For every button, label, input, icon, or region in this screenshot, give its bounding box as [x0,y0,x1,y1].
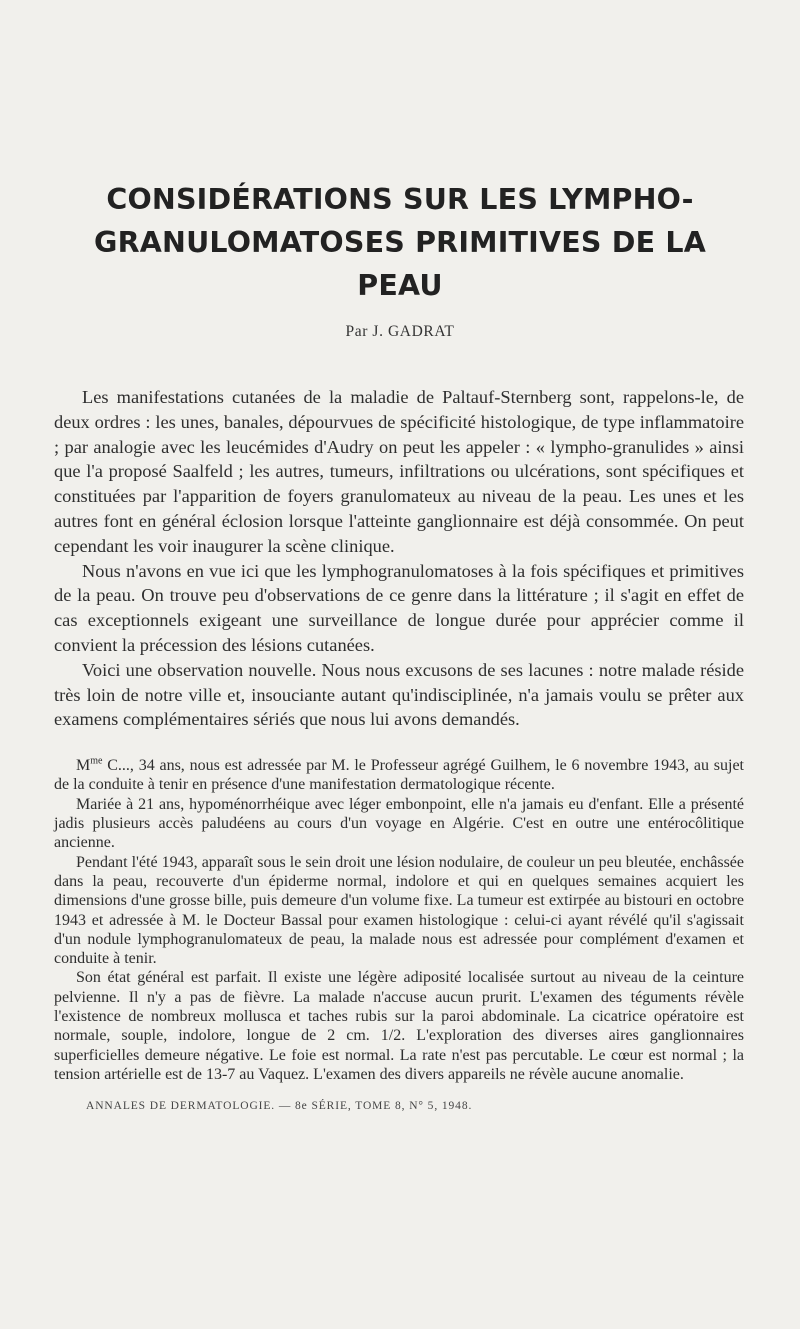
article-author: Par J. GADRAT [345,323,455,340]
title-abbrev-superscript: me [90,755,103,767]
intro-paragraph-1: Les manifestations cutanées de la maladie de Paltauf-Sternberg sont, rappelons-le, de deux ordres : les unes, banales, dépourvues de spécificité histologique, de type inflammatoire ; par analogie avec les leucémides d'Audry on peut les appeler : « lympho-granulides » ainsi que l'a proposé Saalfeld ; les autres, tumeurs, infiltrations ou ulcérations, sont spécifiques et constituées par l'apparition de foyers granulomateux au niveau de la peau. Les unes et les autres font en général éclosion lorsque l'atteinte ganglionnaire est déjà consommée. On peut cependant les voir inaugurer la scène clinique. [54,387,744,556]
article-title-line-1: CONSIDÉRATIONS SUR LES LYMPHO- [106,183,694,216]
observation-paragraph-1 [54,756,744,795]
clinical-observation [54,756,744,1084]
title-abbrev: M [76,757,91,775]
observation-paragraph-3: Pendant l'été 1943, apparaît sous le sein droit une lésion nodulaire, de couleur un peu bleutée, enchâssée dans la peau, recouverte d'un épiderme normal, indolore et qui en quelques semaines acquiert les dimensions d'une grosse bille, puis demeure d'un volume fixe. La tumeur est extirpée au bistouri en octobre 1943 et adressée à M. le Docteur Bassal pour examen histologique : celui-ci ayant révélé qu'il s'agissait d'un nodule lymphogranulomateux de peau, la malade nous est adressée pour complément d'examen et conduite à tenir. [54,853,744,968]
journal-footer: ANNALES DE DERMATOLOGIE. — 8e SÉRIE, TOME 8, N° 5, 1948. [86,1100,473,1113]
observation-paragraph-2: Mariée à 21 ans, hypoménorrhéique avec léger embonpoint, elle n'a jamais eu d'enfant. Elle a présenté jadis plusieurs accès paludéens au cours d'un voyage en Algérie. C'est en outre une entérocôlitique ancienne. [54,795,744,852]
observation-paragraph-4: Son état général est parfait. Il existe une légère adiposité localisée surtout au niveau de la ceinture pelvienne. Il n'y a pas de fièvre. La malade n'accuse aucun prurit. L'examen des téguments révèle l'existence de nombreux mollusca et taches rubis sur la paroi abdominale. La cicatrice opératoire est normale, souple, indolore, longue de 2 cm. 1/2. L'exploration des diverses aires ganglionnaires superficielles demeure négative. Le foie est normal. La rate n'est pas percutable. Le cœur est normal ; la tension artérielle est de 13-7 au Vaquez. L'examen des divers appareils ne révèle aucune anomalie. [54,969,744,1083]
introduction-text [54,385,744,732]
article-title [54,178,746,307]
intro-paragraph-3: Voici une observation nouvelle. Nous nous excusons de ses lacunes : notre malade réside très loin de notre ville et, insouciante autant qu'indisciplinée, n'a jamais voulu se prêter aux examens complémentaires sériés que nous lui avons demandés. [54,659,744,730]
article-title-line-2: GRANULOMATOSES PRIMITIVES DE LA PEAU [94,226,706,302]
observation-paragraph-1-text: C..., 34 ans, nous est adressée par M. le Professeur agrégé Guilhem, le 6 novembre 1943, au sujet de la conduite à tenir en présence d'une manifestation dermatologique récente. [54,757,744,794]
intro-paragraph-2: Nous n'avons en vue ici que les lymphogranulomatoses à la fois spécifiques et primitives de la peau. On trouve peu d'observations de ce genre dans la littérature ; il s'agit en effet de cas exceptionnels exigeant une surveillance de longue durée pour apprécier comme il convient la précession des lésions cutanées. [54,560,744,655]
